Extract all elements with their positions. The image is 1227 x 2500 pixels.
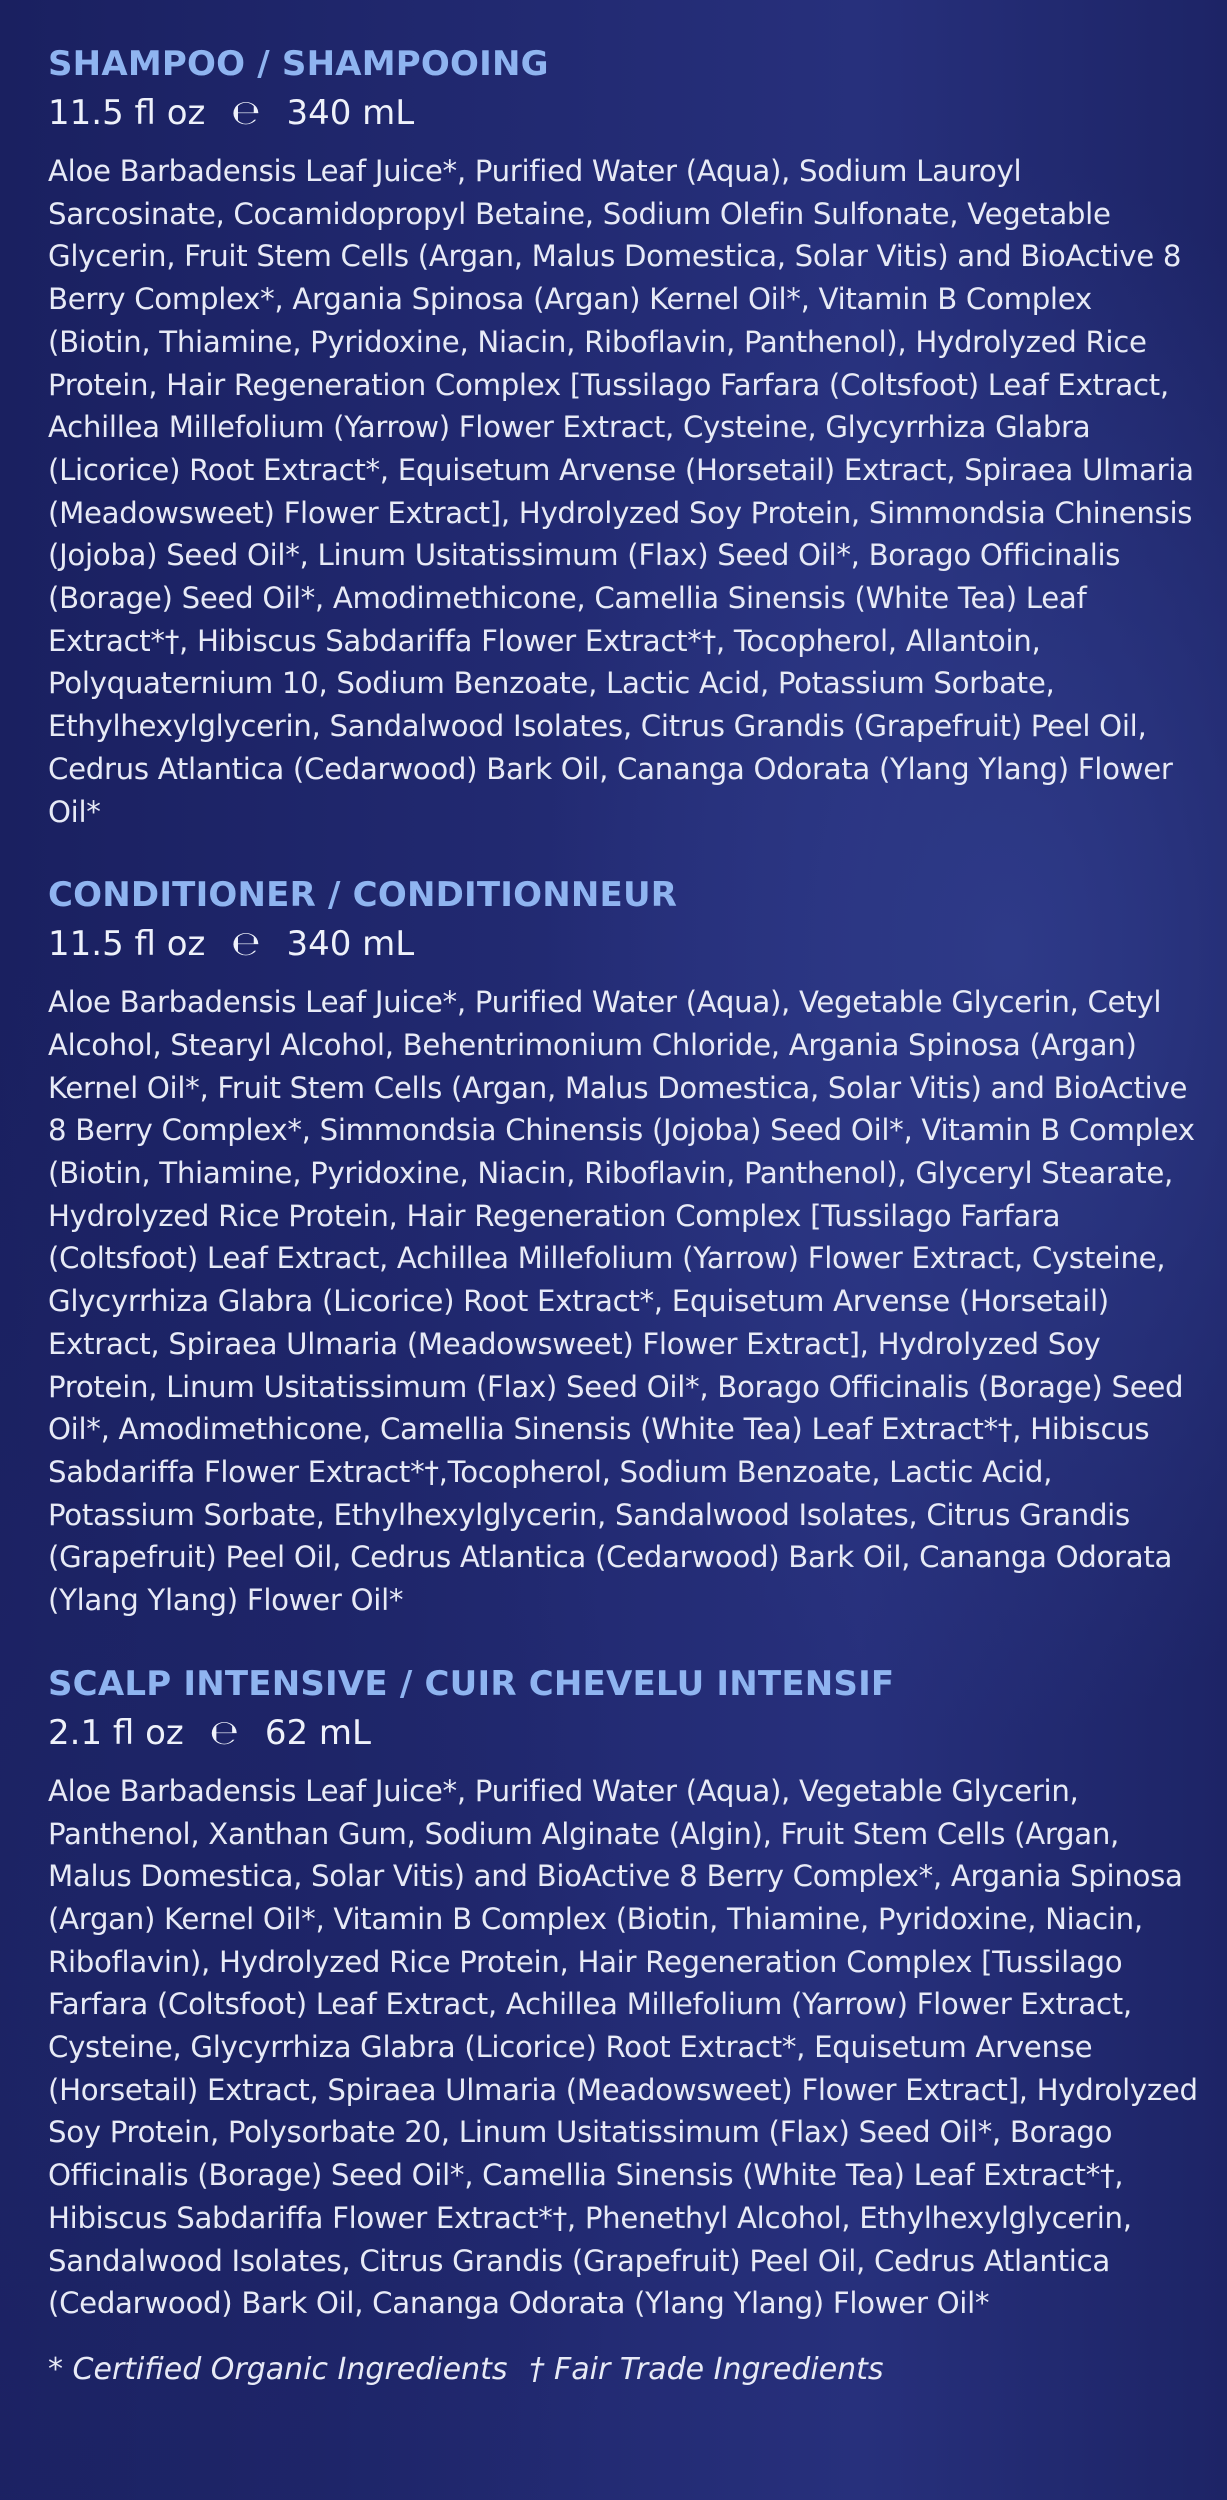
footnote-fair-trade: † Fair Trade Ingredients (529, 2351, 884, 2387)
ingredients-panel (48, 40, 1198, 2391)
estimated-sign-icon: ℮ (231, 924, 261, 965)
section-title-conditioner: CONDITIONER / CONDITIONNEUR (48, 875, 678, 916)
shampoo-section (48, 40, 1198, 833)
ingredient-list-shampoo: Aloe Barbadensis Leaf Juice*, Purified Water (Aqua), Sodium Lauroyl Sarcosinate, Cocamidopropyl Betaine, Sodium Olefin Sulfonate, Vegetable Glycerin, Fruit Stem Cells (Argan, Malus Domestica, Solar Vitis) and BioActive 8 Berry Complex*, Argania Spinosa (Argan) Kernel Oil*, Vitamin B Complex (Biotin, Thiamine, Pyridoxine, Niacin, Riboflavin, Panthenol), Hydrolyzed Rice Protein, Hair Regeneration Complex [Tussilago Farfara (Coltsfoot) Leaf Extract, Achillea Millefolium (Yarrow) Flower Extract, Cysteine, Glycyrrhiza Glabra (Licorice) Root Extract*, Equisetum Arvense (Horsetail) Extract, Spiraea Ulmaria (Meadowsweet) Flower Extract], Hydrolyzed Soy Protein, Simmondsia Chinensis (Jojoba) Seed Oil*, Linum Usitatissimum (Flax) Seed Oil*, Borago Officinalis (Borage) Seed Oil*, Amodimethicone, Camellia Sinensis (White Tea) Leaf Extract*†, Hibiscus Sabdariffa Flower Extract*†, Tocopherol, Allantoin, Polyquaternium 10, Sodium Benzoate, Lactic Acid, Potassium Sorbate, Ethylhexylglycerin, Sandalwood Isolates, Citrus Grandis (Grapefruit) Peel Oil, Cedrus Atlantica (Cedarwood) Bark Oil, Cananga Odorata (Ylang Ylang) Flower Oil* (48, 154, 1194, 829)
size-imperial: 11.5 fl oz (48, 93, 206, 133)
net-content-shampoo (48, 88, 1198, 138)
size-imperial: 11.5 fl oz (48, 924, 206, 965)
scalp-intensive-section (48, 1660, 1198, 2325)
size-metric: 340 mL (286, 93, 415, 133)
ingredient-list-scalp-intensive: Aloe Barbadensis Leaf Juice*, Purified Water (Aqua), Vegetable Glycerin, Panthenol, Xanthan Gum, Sodium Alginate (Algin), Fruit Stem Cells (Argan, Malus Domestica, Solar Vitis) and BioActive 8 Berry Complex*, Argania Spinosa (Argan) Kernel Oil*, Vitamin B Complex (Biotin, Thiamine, Pyridoxine, Niacin, Riboflavin), Hydrolyzed Rice Protein, Hair Regeneration Complex [Tussilago Farfara (Coltsfoot) Leaf Extract, Achillea Millefolium (Yarrow) Flower Extract, Cysteine, Glycyrrhiza Glabra (Licorice) Root Extract*, Equisetum Arvense (Horsetail) Extract, Spiraea Ulmaria (Meadowsweet) Flower Extract], Hydrolyzed Soy Protein, Polysorbate 20, Linum Usitatissimum (Flax) Seed Oil*, Borago Officinalis (Borage) Seed Oil*, Camellia Sinensis (White Tea) Leaf Extract*†, Hibiscus Sabdariffa Flower Extract*†, Phenethyl Alcohol, Ethylhexylglycerin, Sandalwood Isolates, Citrus Grandis (Grapefruit) Peel Oil, Cedrus Atlantica (Cedarwood) Bark Oil, Cananga Odorata (Ylang Ylang) Flower Oil* (48, 1773, 1198, 2321)
footnotes (48, 2349, 1198, 2391)
section-title-scalp-intensive: SCALP INTENSIVE / CUIR CHEVELU INTENSIF (48, 1663, 895, 1704)
estimated-sign-icon: ℮ (231, 93, 261, 133)
size-metric: 62 mL (264, 1712, 371, 1753)
footnote-organic: * Certified Organic Ingredients (48, 2351, 508, 2387)
net-content-scalp-intensive (48, 1708, 1198, 1758)
section-title-shampoo: SHAMPOO / SHAMPOOING (48, 44, 549, 84)
estimated-sign-icon: ℮ (209, 1712, 239, 1753)
ingredient-list-conditioner: Aloe Barbadensis Leaf Juice*, Purified Water (Aqua), Vegetable Glycerin, Cetyl Alcohol, Stearyl Alcohol, Behentrimonium Chloride, Argania Spinosa (Argan) Kernel Oil*, Fruit Stem Cells (Argan, Malus Domestica, Solar Vitis) and BioActive 8 Berry Complex*, Simmondsia Chinensis (Jojoba) Seed Oil*, Vitamin B Complex (Biotin, Thiamine, Pyridoxine, Niacin, Riboflavin, Panthenol), Glyceryl Stearate, Hydrolyzed Rice Protein, Hair Regeneration Complex [Tussilago Farfara (Coltsfoot) Leaf Extract, Achillea Millefolium (Yarrow) Flower Extract, Cysteine, Glycyrrhiza Glabra (Licorice) Root Extract*, Equisetum Arvense (Horsetail) Extract, Spiraea Ulmaria (Meadowsweet) Flower Extract], Hydrolyzed Soy Protein, Linum Usitatissimum (Flax) Seed Oil*, Borago Officinalis (Borage) Seed Oil*, Amodimethicone, Camellia Sinensis (White Tea) Leaf Extract*†, Hibiscus Sabdariffa Flower Extract*†,Tocopherol, Sodium Benzoate, Lactic Acid, Potassium Sorbate, Ethylhexylglycerin, Sandalwood Isolates, Citrus Grandis (Grapefruit) Peel Oil, Cedrus Atlantica (Cedarwood) Bark Oil, Cananga Odorata (Ylang Ylang) Flower Oil* (48, 985, 1195, 1618)
net-content-conditioner (48, 919, 1198, 969)
size-imperial: 2.1 fl oz (48, 1712, 184, 1753)
size-metric: 340 mL (286, 924, 415, 965)
conditioner-section (48, 871, 1198, 1622)
